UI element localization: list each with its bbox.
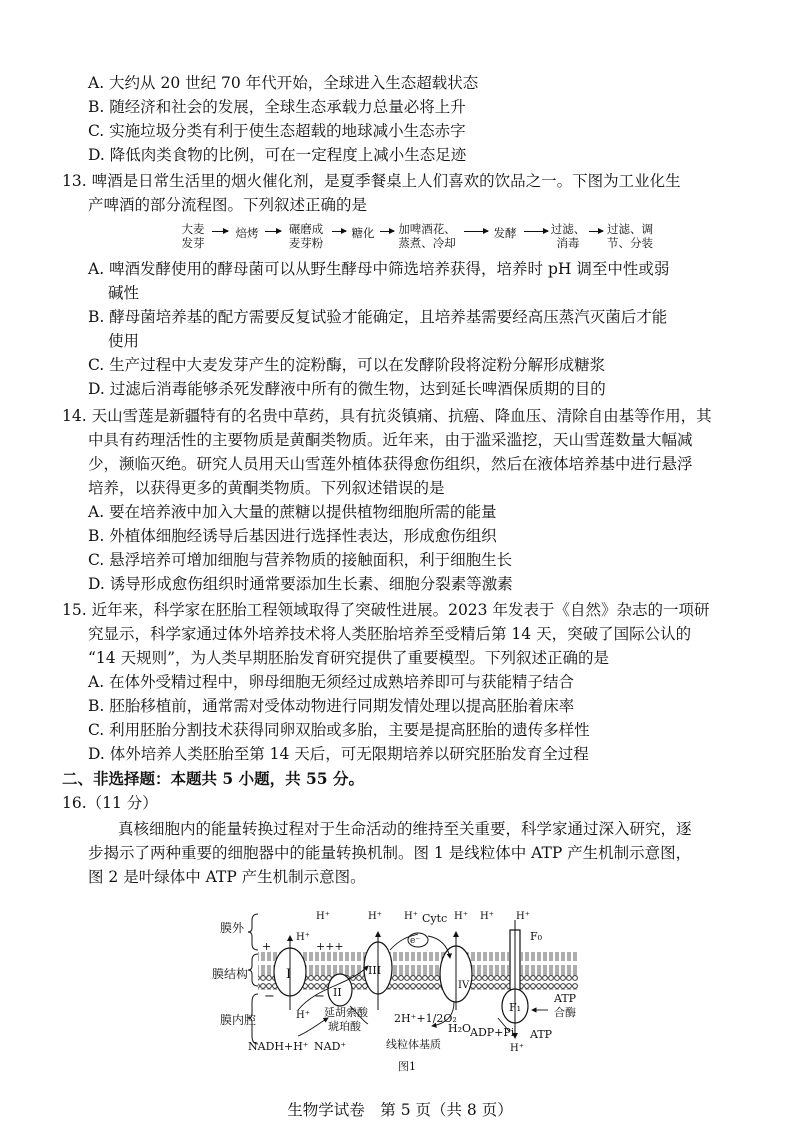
flow-arrow — [332, 231, 346, 232]
flow-arrow — [380, 231, 394, 232]
svg-text:F₁: F₁ — [509, 1001, 522, 1014]
svg-text:+: + — [262, 940, 272, 953]
svg-text:线粒体基质: 线粒体基质 — [386, 1038, 441, 1051]
figure1-caption: 图1 — [398, 1060, 416, 1073]
svg-text:H⁺: H⁺ — [510, 1043, 524, 1054]
region-label-intermembrane: 膜内腔 — [220, 1013, 257, 1027]
flow-step-1: 大麦 发芽 — [181, 222, 205, 250]
q15-stem-line-3: “14 天规则”，为人类早期胚胎发育研究提供了重要模型。下列叙述正确的是 — [88, 649, 610, 667]
q16-stem-line-1: 真核细胞内的能量转换过程对于生命活动的维持至关重要，科学家通过深入研究，逐 — [118, 820, 692, 838]
svg-text:H⁺: H⁺ — [296, 932, 310, 943]
region-label-membrane: 膜结构 — [212, 967, 249, 981]
svg-text:H⁺: H⁺ — [480, 911, 494, 922]
svg-text:+++: +++ — [316, 940, 344, 953]
flow-step-8: 过滤、调 节、分装 — [607, 222, 653, 250]
q14-option-b: B. 外植体细胞经诱导后基因进行选择性表达，形成愈伤组织 — [88, 527, 497, 545]
flow-step-2: 焙烤 — [235, 226, 259, 240]
svg-text:−: − — [314, 989, 325, 1004]
svg-text:H⁺: H⁺ — [404, 911, 418, 922]
region-label-outside: 膜外 — [220, 921, 245, 935]
svg-text:H₂O: H₂O — [448, 1022, 472, 1035]
q15-option-a: A. 在体外受精过程中，卵母细胞无须经过成熟培养即可与获能精子结合 — [88, 673, 575, 691]
q14-option-c: C. 悬浮培养可增加细胞与营养物质的接触面积，利于细胞生长 — [88, 551, 513, 569]
q12-option-d: D. 降低肉类食物的比例，可在一定程度上减小生态足迹 — [88, 146, 467, 164]
q13-option-c: C. 生产过程中大麦发芽产生的淀粉酶，可以在发酵阶段将淀粉分解形成糖浆 — [88, 356, 606, 374]
svg-text:延胡索酸: 延胡索酸 — [324, 1006, 368, 1019]
flow-arrow — [589, 231, 603, 232]
q13-stem-line-1: 13. 啤酒是日常生活里的烟火催化剂，是夏季餐桌上人们喜欢的饮品之一。下图为工业化生 — [62, 172, 681, 190]
flow-step-3: 碾磨成 麦芽粉 — [288, 222, 324, 250]
q14-option-d: D. 诱导形成愈伤组织时通常要添加生长素、细胞分裂素等激素 — [88, 575, 513, 593]
svg-text:ATP: ATP — [530, 1028, 553, 1041]
svg-text:合酶: 合酶 — [554, 1006, 576, 1019]
svg-text:−: − — [264, 989, 275, 1004]
brewing-flowchart — [176, 222, 656, 256]
svg-text:IV: IV — [458, 980, 470, 991]
q15-option-d: D. 体外培养人类胚胎至第 14 天后，可无限期培养以研究胚胎发育全过程 — [88, 745, 589, 763]
q13-stem-line-2: 产啤酒的部分流程图。下列叙述正确的是 — [88, 196, 368, 214]
svg-text:ADP+Pi: ADP+Pi — [470, 1026, 515, 1039]
q13-option-b-cont: 使用 — [108, 332, 140, 350]
flow-step-6: 发酵 — [493, 226, 517, 240]
q15-option-c: C. 利用胚胎分割技术获得同卵双胎或多胎，主要是提高胚胎的遗传多样性 — [88, 721, 590, 739]
q15-stem-line-2: 究显示，科学家通过体外培养技术将人类胚胎培养至受精后第 14 天，突破了国际公认的 — [88, 625, 692, 643]
q14-stem-line-4: 培养，以获得更多的黄酮类物质。下列叙述错误的是 — [88, 479, 445, 497]
q13-option-a: A. 啤酒发酵使用的酵母菌可以从野生酵母中筛选培养获得，培养时 pH 调至中性或弱 — [88, 260, 670, 278]
q14-stem-line-2: 中具有药理活性的主要物质是黄酮类物质。近年来，由于滥采滥挖，天山雪莲数量大幅减 — [88, 431, 693, 449]
q16-stem-line-2: 步揭示了两种重要的细胞器中的能量转换机制。图 1 是线粒体中 ATP 产生机制示意图， — [88, 844, 692, 862]
svg-text:H⁺: H⁺ — [368, 911, 382, 922]
q16-stem-line-3: 图 2 是叶绿体中 ATP 产生机制示意图。 — [88, 868, 366, 886]
flow-arrow — [212, 231, 228, 232]
svg-text:NADH+H⁺: NADH+H⁺ — [248, 1040, 309, 1053]
svg-text:I: I — [286, 967, 292, 982]
q16-number: 16.（11 分） — [62, 794, 158, 812]
q12-option-c: C. 实施垃圾分类有利于使生态超载的地球减小生态赤字 — [88, 122, 466, 140]
svg-text:H⁺: H⁺ — [516, 911, 530, 922]
q14-stem-line-1: 14. 天山雪莲是新疆特有的名贵中草药，具有抗炎镇痛、抗癌、降血压、清除自由基等作用，其 — [62, 407, 712, 425]
q15-stem-line-1: 15. 近年来，科学家在胚胎工程领域取得了突破性进展。2023 年发表于《自然》杂志的一项研 — [62, 601, 710, 619]
svg-text:H⁺: H⁺ — [296, 1010, 310, 1021]
flow-step-4: 糖化 — [351, 226, 375, 240]
svg-text:Cytc: Cytc — [422, 912, 448, 925]
flow-arrow — [265, 231, 281, 232]
section-heading: 二、非选择题：本题共 5 小题，共 55 分。 — [62, 769, 364, 788]
flow-step-5: 加啤酒花、 蒸煮、冷却 — [398, 222, 456, 250]
svg-text:e⁻: e⁻ — [410, 936, 421, 946]
q13-option-a-cont: 碱性 — [108, 284, 140, 302]
page-footer: 生物学试卷 第 5 页（共 8 页） — [287, 1101, 513, 1119]
q13-option-b: B. 酵母菌培养基的配方需要反复试验才能确定，且培养基需要经高压蒸汽灭菌后才能 — [88, 308, 668, 326]
mitochondria-atp-diagram — [212, 906, 588, 1076]
q13-option-d: D. 过滤后消毒能够杀死发酵液中所有的微生物，达到延长啤酒保质期的目的 — [88, 380, 606, 398]
svg-text:II: II — [333, 986, 342, 999]
svg-text:H⁺: H⁺ — [316, 911, 330, 922]
q15-option-b: B. 胚胎移植前，通常需对受体动物进行同期发情处理以提高胚胎着床率 — [88, 697, 575, 715]
q12-option-a: A. 大约从 20 世纪 70 年代开始，全球进入生态超载状态 — [88, 74, 479, 92]
svg-text:NAD⁺: NAD⁺ — [314, 1040, 347, 1053]
svg-text:F₀: F₀ — [530, 930, 543, 943]
svg-text:III: III — [368, 964, 382, 977]
svg-text:ATP: ATP — [554, 992, 577, 1005]
q14-option-a: A. 要在培养液中加入大量的蔗糖以提供植物细胞所需的能量 — [88, 503, 497, 521]
flow-arrow — [464, 231, 488, 232]
svg-text:琥珀酸: 琥珀酸 — [328, 1020, 361, 1033]
q14-stem-line-3: 少，濒临灭绝。研究人员用天山雪莲外植体获得愈伤组织，然后在液体培养基中进行悬浮 — [88, 455, 693, 473]
svg-text:H⁺: H⁺ — [454, 911, 468, 922]
q12-option-b: B. 随经济和社会的发展，全球生态承载力总量必将上升 — [88, 98, 466, 116]
svg-text:2H⁺+1/2O₂: 2H⁺+1/2O₂ — [394, 1012, 457, 1025]
flow-step-7: 过滤、 消毒 — [550, 222, 586, 250]
flow-arrow — [524, 231, 548, 232]
